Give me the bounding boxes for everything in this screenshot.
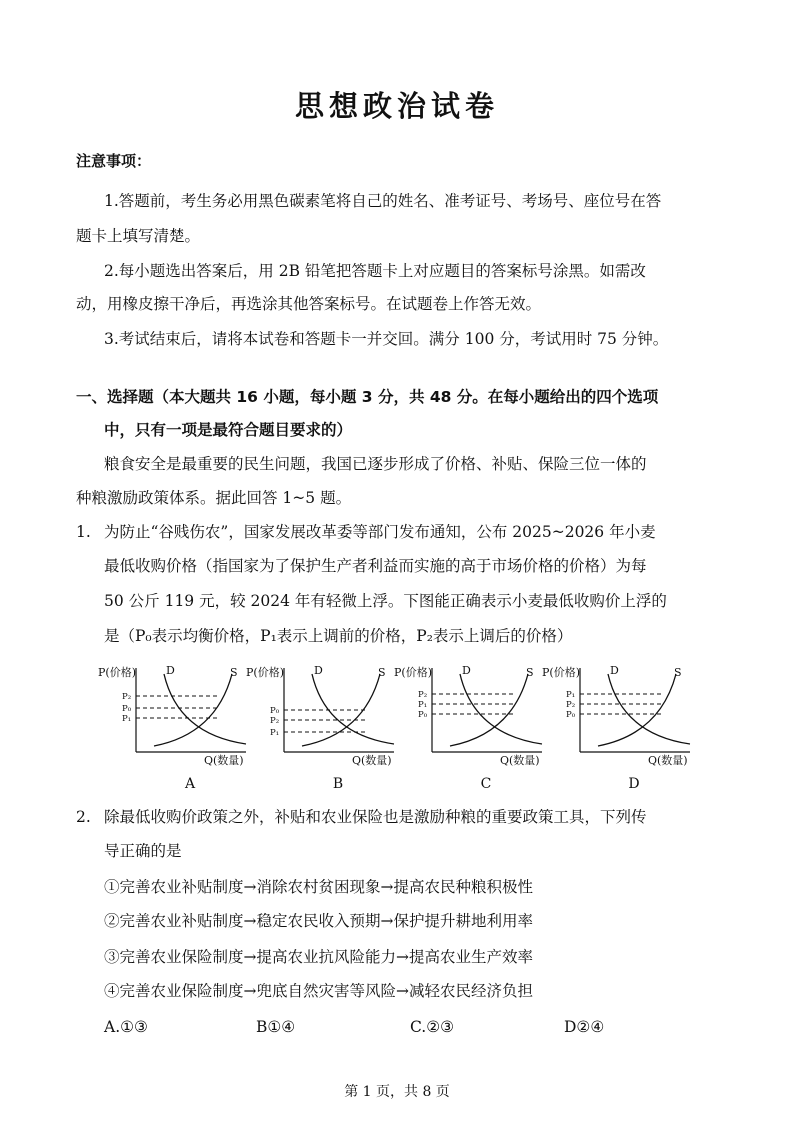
x-axis-label: Q(数量) xyxy=(352,754,392,767)
notice-item-1-line-1: 1.答题前，考生务必用黑色碳素笔将自己的姓名、准考证号、考场号、座位号在答 xyxy=(104,192,662,210)
graph-option-c xyxy=(392,656,552,796)
x-axis-label: Q(数量) xyxy=(204,754,244,767)
price-tick-label: P₂ xyxy=(122,692,132,702)
question-2-line-2: 导正确的是 xyxy=(104,842,182,860)
question-2-option-2: ②完善农业补贴制度→稳定农民收入预期→保护提升耕地利用率 xyxy=(104,912,533,930)
price-tick-label: P₁ xyxy=(418,700,428,710)
question-2-number: 2. xyxy=(76,808,91,826)
page-title: 思想政治试卷 xyxy=(294,89,499,123)
graph-option-label: D xyxy=(628,776,640,792)
demand-label: D xyxy=(314,664,323,677)
supply-demand-graphs xyxy=(96,656,696,796)
graph-option-label: A xyxy=(184,776,196,792)
price-tick-label: P₁ xyxy=(122,714,132,724)
y-axis-label: P(价格) xyxy=(542,666,580,679)
page-footer: 第 1 页，共 8 页 xyxy=(344,1084,450,1100)
graph-option-label: B xyxy=(332,776,344,792)
notice-item-3: 3.考试结束后，请将本试卷和答题卡一并交回。满分 100 分，考试用时 75 分钟。 xyxy=(104,330,669,348)
question-1-line-1: 为防止“谷贱伤农”，国家发展改革委等部门发布通知，公布 2025~2026 年小麦 xyxy=(104,523,656,541)
question-2-option-1: ①完善农业补贴制度→消除农村贫困现象→提高农民种粮积极性 xyxy=(104,878,533,896)
price-tick-label: P₂ xyxy=(418,690,428,700)
notice-item-2-line-2: 动，用橡皮擦干净后，再选涂其他答案标号。在试题卷上作答无效。 xyxy=(76,295,542,313)
price-tick-label: P₁ xyxy=(566,690,576,700)
supply-label: S xyxy=(230,666,238,679)
graph-b-svg xyxy=(244,656,404,796)
price-tick-label: P₁ xyxy=(270,728,280,738)
supply-label: S xyxy=(378,666,386,679)
graph-option-d xyxy=(540,656,700,796)
price-tick-label: P₀ xyxy=(270,706,280,716)
supply-curve xyxy=(154,674,232,746)
y-axis-label: P(价格) xyxy=(246,666,284,679)
demand-curve xyxy=(164,674,246,744)
notice-item-1-line-2: 题卡上填写清楚。 xyxy=(76,227,201,245)
question-2-option-3: ③完善农业保险制度→提高农业抗风险能力→提高农业生产效率 xyxy=(104,948,533,966)
question-1-line-2: 最低收购价格（指国家为了保护生产者利益而实施的高于市场价格的价格）为每 xyxy=(104,557,647,575)
supply-label: S xyxy=(674,666,682,679)
graph-option-label: C xyxy=(480,776,492,792)
question-1-number: 1. xyxy=(76,523,91,541)
question-2-line-1: 除最低收购价政策之外，补贴和农业保险也是激励种粮的重要政策工具，下列传 xyxy=(104,808,647,826)
price-tick-label: P₂ xyxy=(270,716,280,726)
choice-a: A.①③ xyxy=(104,1018,148,1036)
notice-item-2-line-1: 2.每小题选出答案后，用 2B 铅笔把答题卡上对应题目的答案标号涂黑。如需改 xyxy=(104,262,646,280)
section-heading-line-2: 中，只有一项是最符合题目要求的） xyxy=(104,421,353,439)
y-axis-label: P(价格) xyxy=(98,666,136,679)
price-tick-label: P₀ xyxy=(566,710,576,720)
y-axis-label: P(价格) xyxy=(394,666,432,679)
demand-label: D xyxy=(610,664,619,677)
passage-intro-line-1: 粮食安全是最重要的民生问题，我国已逐步形成了价格、补贴、保险三位一体的 xyxy=(104,455,647,473)
choice-b: B①④ xyxy=(256,1018,296,1036)
price-tick-label: P₀ xyxy=(122,704,132,714)
choice-c: C.②③ xyxy=(410,1018,455,1036)
supply-curve xyxy=(450,674,528,746)
demand-curve xyxy=(460,674,542,744)
graph-option-a xyxy=(96,656,256,796)
notice-heading: 注意事项： xyxy=(76,152,152,170)
graph-a-svg xyxy=(96,656,256,796)
graph-c-svg xyxy=(392,656,552,796)
choice-d: D②④ xyxy=(564,1018,605,1036)
supply-curve xyxy=(598,674,676,746)
passage-intro-line-2: 种粮激励政策体系。据此回答 1~5 题。 xyxy=(76,489,352,507)
price-tick-label: P₂ xyxy=(566,700,576,710)
graph-d-svg xyxy=(540,656,700,796)
graph-option-b xyxy=(244,656,404,796)
x-axis-label: Q(数量) xyxy=(648,754,688,767)
question-1-line-4: 是（P₀表示均衡价格，P₁表示上调前的价格，P₂表示上调后的价格） xyxy=(104,627,573,645)
price-tick-label: P₀ xyxy=(418,710,428,720)
demand-label: D xyxy=(462,664,471,677)
demand-curve xyxy=(608,674,690,744)
section-heading-line-1: 一、选择题（本大题共 16 小题，每小题 3 分，共 48 分。在每小题给出的四个选项 xyxy=(76,388,659,406)
question-1-line-3: 50 公斤 119 元，较 2024 年有轻微上浮。下图能正确表示小麦最低收购价上浮的 xyxy=(104,592,667,610)
x-axis-label: Q(数量) xyxy=(500,754,540,767)
demand-curve xyxy=(312,674,394,744)
demand-label: D xyxy=(166,664,175,677)
supply-label: S xyxy=(526,666,534,679)
question-2-option-4: ④完善农业保险制度→兜底自然灾害等风险→减轻农民经济负担 xyxy=(104,982,533,1000)
